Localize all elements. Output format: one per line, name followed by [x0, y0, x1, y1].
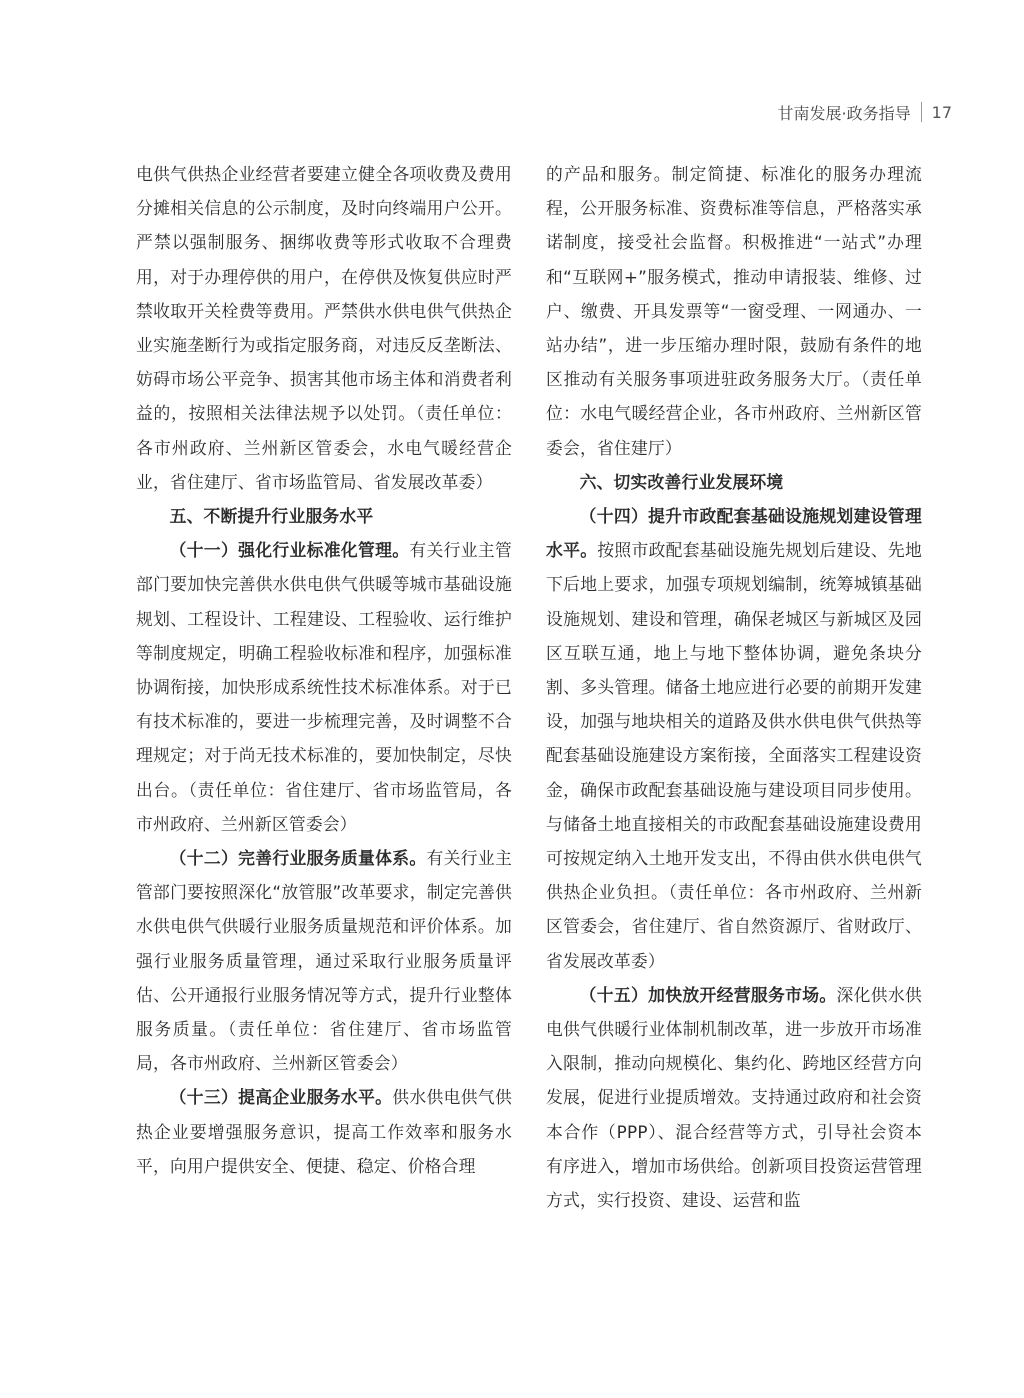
- section-heading-6: 六、切实改善行业发展环境: [579, 471, 784, 492]
- paragraph-12: [136, 841, 512, 1080]
- paragraph-13-continuation: 的产品和服务。制定简捷、标准化的服务办理流程，公开服务标准、资费标准等信息，严格落实承诺制度，接受社会监督。积极推进“一站式”办理和“互联网+”服务模式，推动申请报装、维修、过户、缴费、开具发票等“一窗受理、一网通办、一站办结”，进一步压缩办理时限，鼓励有条件的地区推动有关服务事项进驻政务服务大厅。（责任单位：水电气暖经营企业，各市州政府、兰州新区管委会，省住建厅）: [546, 164, 922, 458]
- section-heading-5: 五、不断提升行业服务水平: [169, 506, 374, 527]
- paragraph-13-body: 供水供电供气供热企业要增强服务意识，提高工作效率和服务水平，向用户提供安全、便捷、稳定、价格合理: [136, 1087, 512, 1176]
- running-header: [778, 100, 952, 124]
- right-column: [546, 157, 922, 1217]
- paragraph-14-title: （十四）提升市政配套基础设施规划建设管理水平。: [546, 506, 922, 561]
- paragraph-11-title: （十一）强化行业标准化管理。: [169, 540, 410, 561]
- header-title: 甘南发展·政务指导: [777, 103, 911, 123]
- paragraph-12-body: 有关行业主管部门要按照深化“放管服”改革要求，制定完善供水供电供气供暖行业服务质量规范和评价体系。加强行业服务质量管理，通过采取行业服务质量评估、公开通报行业服务情况等方式，提升行业整体服务质量。（责任单位：省住建厅、省市场监管局，各市州政府、兰州新区管委会）: [136, 848, 512, 1074]
- paragraph-13: [136, 1080, 512, 1183]
- paragraph-15-body: 深化供水供电供气供暖行业体制机制改革，进一步放开市场准入限制，推动向规模化、集约化、跨地区经营方向发展，促进行业提质增效。支持通过政府和社会资本合作（PPP）、混合经营等方式，引导社会资本有序进入，增加市场供给。创新项目投资运营管理方式，实行投资、建设、运营和监: [546, 984, 922, 1211]
- paragraph-12-title: （十二）完善行业服务质量体系。: [169, 848, 427, 869]
- left-column: [136, 157, 512, 1183]
- paragraph-14: [546, 499, 922, 978]
- paragraph-14-body: 按照市政配套基础设施先规划后建设、先地下后地上要求，加强专项规划编制，统筹城镇基础设施规划、建设和管理，确保老城区与新城区及园区互联互通，地上与地下整体协调，避免条块分割、多头管理。储备土地应进行必要的前期开发建设，加强与地块相关的道路及供水供电供气供热等配套基础设施建设方案衔接，全面落实工程建设资金，确保市政配套基础设施与建设项目同步使用。与储备土地直接相关的市政配套基础设施建设费用可按规定纳入土地开发支出，不得由供水供电供气供热企业负担。（责任单位：各市州政府、兰州新区管委会，省住建厅、省自然资源厅、省财政厅、省发展改革委）: [546, 540, 922, 971]
- paragraph-continuation: 电供气供热企业经营者要建立健全各项收费及费用分摊相关信息的公示制度，及时向终端用户公开。严禁以强制服务、捆绑收费等形式收取不合理费用，对于办理停供的用户，在停供及恢复供应时严禁收取开关栓费等费用。严禁供水供电供气供热企业实施垄断行为或指定服务商，对违反反垄断法、妨碍市场公平竞争、损害其他市场主体和消费者利益的，按照相关法律法规予以处罚。（责任单位：各市州政府、兰州新区管委会，水电气暖经营企业，省住建厅、省市场监管局、省发展改革委）: [136, 164, 512, 492]
- page-number: 17: [931, 102, 952, 122]
- paragraph-11-body: 有关行业主管部门要加快完善供水供电供气供暖等城市基础设施规划、工程设计、工程建设、工程验收、运行维护等制度规定，明确工程验收标准和程序，加强标准协调衔接，加快形成系统性技术标准体系。对于已有技术标准的，要进一步梳理完善，及时调整不合理规定；对于尚无技术标准的，要加快制定，尽快出台。（责任单位：省住建厅、省市场监管局，各市州政府、兰州新区管委会）: [136, 540, 512, 834]
- header-divider: [921, 102, 922, 122]
- paragraph-13-title: （十三）提高企业服务水平。: [169, 1087, 393, 1108]
- paragraph-11: [136, 533, 512, 841]
- paragraph-15-title: （十五）加快放开经营服务市场。: [579, 984, 837, 1005]
- paragraph-15: [546, 978, 922, 1217]
